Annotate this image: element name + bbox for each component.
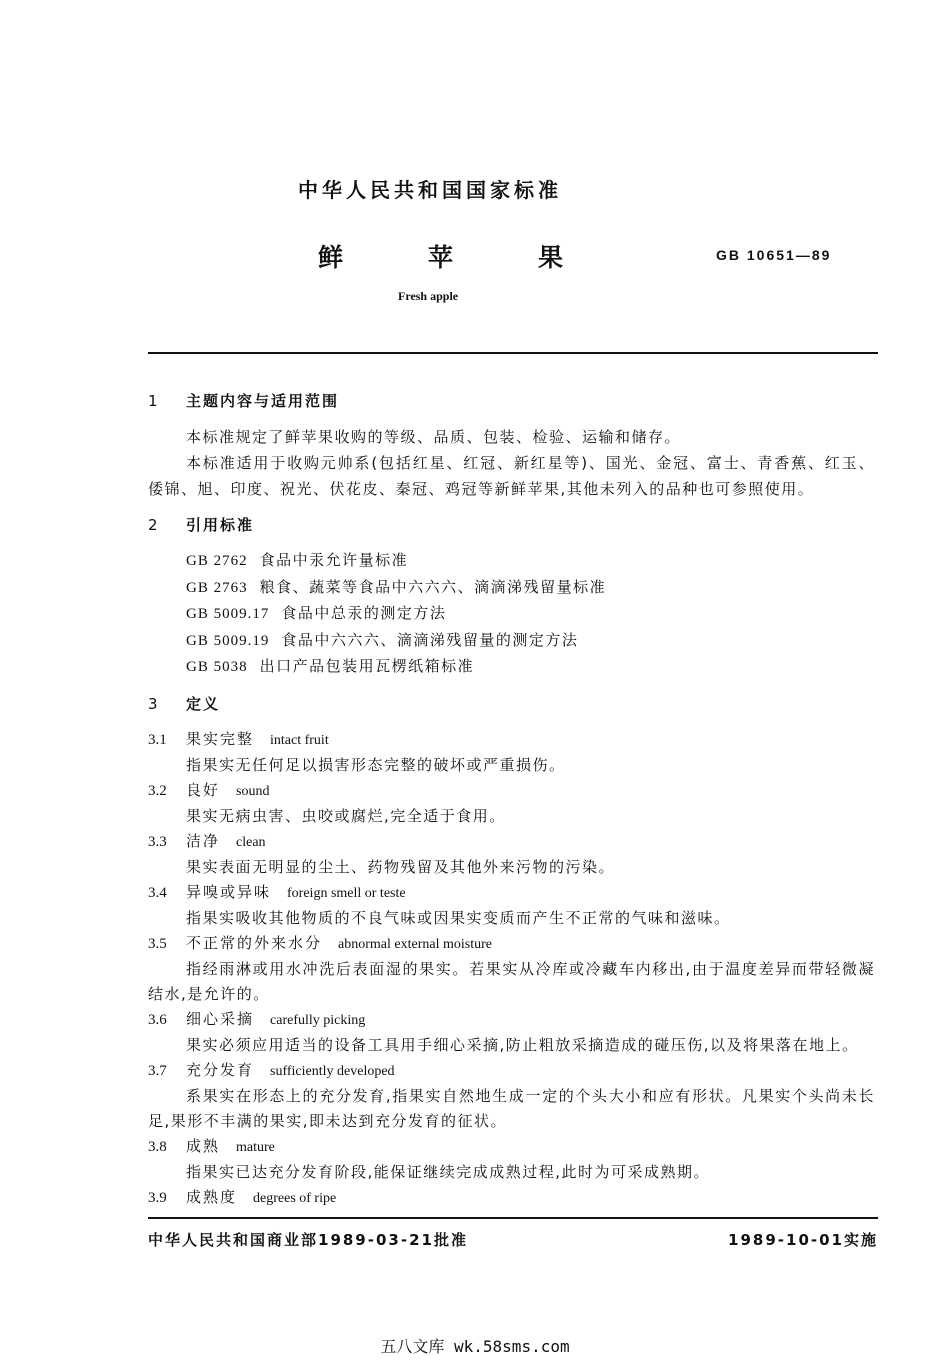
term-heading bbox=[148, 1185, 875, 1211]
document-body bbox=[148, 354, 875, 1211]
term-en: carefully picking bbox=[270, 1012, 366, 1028]
section-heading-1 bbox=[148, 388, 875, 414]
english-title: Fresh apple bbox=[398, 289, 459, 303]
term-en: abnormal external moisture bbox=[338, 936, 492, 952]
term-number: 3.6 bbox=[148, 1011, 167, 1028]
standard-type-heading: 中华人民共和国国家标准 bbox=[298, 178, 562, 202]
reference-title: 食品中六六六、滴滴涕残留量的测定方法 bbox=[281, 630, 579, 649]
reference-title: 食品中汞允许量标准 bbox=[259, 551, 409, 569]
reference-title: 食品中总汞的测定方法 bbox=[281, 604, 447, 622]
paragraph: 本标准规定了鲜苹果收购的等级、品质、包装、检验、运输和储存。 bbox=[186, 428, 682, 446]
term-number: 3.3 bbox=[148, 833, 167, 850]
effective-date: 1989-10-01实施 bbox=[728, 1230, 878, 1249]
reference-code: GB 2763 bbox=[186, 579, 248, 596]
term-heading bbox=[148, 1058, 875, 1084]
standard-number: GB 10651—89 bbox=[716, 247, 832, 263]
section-title: 定义 bbox=[186, 694, 221, 713]
term-zh: 充分发育 bbox=[186, 1060, 255, 1079]
section-title: 主题内容与适用范围 bbox=[186, 392, 340, 410]
term-definition: 指果实已达充分发育阶段,能保证继续完成成熟过程,此时为可采成熟期。 bbox=[186, 1162, 711, 1181]
title-char: 苹 bbox=[428, 243, 454, 272]
reference-item bbox=[186, 548, 875, 575]
term-number: 3.9 bbox=[148, 1189, 167, 1206]
term-en: foreign smell or teste bbox=[287, 885, 406, 901]
footer-divider bbox=[148, 1217, 878, 1219]
term-heading bbox=[148, 880, 875, 906]
term-heading bbox=[148, 778, 875, 804]
term-definition: 指果实无任何足以损害形态完整的破坏或严重损伤。 bbox=[186, 755, 566, 774]
reference-item bbox=[186, 575, 875, 602]
reference-code: GB 5009.17 bbox=[186, 606, 270, 622]
section-number: 3 bbox=[148, 694, 160, 713]
term-definition: 果实无病虫害、虫咬或腐烂,完全适于食用。 bbox=[186, 806, 506, 825]
reference-item bbox=[186, 601, 875, 628]
term-zh: 异嗅或异味 bbox=[186, 882, 272, 901]
term-zh: 不正常的外来水分 bbox=[186, 933, 323, 952]
approval-date: 中华人民共和国商业部1989-03-21批准 bbox=[148, 1230, 468, 1249]
term-number: 3.7 bbox=[148, 1062, 167, 1079]
term-zh: 细心采摘 bbox=[186, 1009, 255, 1028]
reference-code: GB 5038 bbox=[186, 659, 248, 675]
term-number: 3.8 bbox=[148, 1138, 167, 1155]
term-en: mature bbox=[236, 1139, 275, 1155]
term-heading bbox=[148, 1007, 875, 1033]
term-number: 3.1 bbox=[148, 731, 167, 748]
term-number: 3.4 bbox=[148, 884, 167, 901]
reference-code: GB 5009.19 bbox=[186, 632, 270, 649]
document-title bbox=[318, 238, 648, 274]
reference-code: GB 2762 bbox=[186, 553, 248, 569]
reference-title: 粮食、蔬菜等食品中六六六、滴滴涕残留量标准 bbox=[259, 577, 607, 596]
term-zh: 洁净 bbox=[186, 831, 221, 850]
title-char: 果 bbox=[538, 243, 564, 272]
term-en: intact fruit bbox=[270, 732, 329, 748]
term-number: 3.2 bbox=[148, 782, 167, 799]
section-title: 引用标准 bbox=[186, 516, 255, 534]
section-heading-3 bbox=[148, 691, 875, 717]
document-footer bbox=[148, 1229, 878, 1251]
term-heading bbox=[148, 727, 875, 753]
section-heading-2 bbox=[148, 512, 875, 538]
term-heading bbox=[148, 829, 875, 855]
term-definition: 果实表面无明显的尘土、药物残留及其他外来污物的污染。 bbox=[186, 857, 616, 876]
section-number: 1 bbox=[148, 392, 160, 410]
term-zh: 成熟 bbox=[186, 1136, 221, 1155]
document-header bbox=[0, 0, 950, 352]
paragraph: 本标准适用于收购元帅系(包括红星、红冠、新红星等)、国光、金冠、富士、青香蕉、红玉、倭锦、旭、印度、祝光、伏花皮、秦冠、鸡冠等新鲜苹果,其他未列入的品种也可参照使用。 bbox=[148, 454, 875, 498]
term-heading bbox=[148, 931, 875, 957]
reference-title: 出口产品包装用瓦楞纸箱标准 bbox=[259, 657, 475, 675]
term-definition: 果实必须应用适当的设备工具用手细心采摘,防止粗放采摘造成的碰压伤,以及将果落在地上。 bbox=[186, 1035, 859, 1054]
watermark: 五八文库 wk.58sms.com bbox=[380, 1336, 570, 1356]
term-en: clean bbox=[236, 834, 266, 850]
term-en: sufficiently developed bbox=[270, 1063, 395, 1079]
term-en: degrees of ripe bbox=[253, 1190, 337, 1206]
term-number: 3.5 bbox=[148, 935, 167, 952]
term-zh: 果实完整 bbox=[186, 729, 255, 748]
term-zh: 成熟度 bbox=[186, 1187, 238, 1206]
title-char: 鲜 bbox=[318, 243, 344, 272]
section-number: 2 bbox=[148, 516, 160, 534]
term-definition: 系果实在形态上的充分发育,指果实自然地生成一定的个头大小和应有形状。凡果实个头尚未长足,果形不丰满的果实,即未达到充分发育的征状。 bbox=[148, 1086, 875, 1130]
term-definition: 指果实吸收其他物质的不良气味或因果实变质而产生不正常的气味和滋味。 bbox=[186, 908, 731, 927]
reference-item bbox=[186, 654, 875, 681]
term-en: sound bbox=[236, 783, 270, 799]
term-definition: 指经雨淋或用水冲洗后表面湿的果实。若果实从冷库或冷藏车内移出,由于温度差异而带轻微凝结水,是允许的。 bbox=[148, 959, 875, 1003]
term-heading bbox=[148, 1134, 875, 1160]
term-zh: 良好 bbox=[186, 780, 221, 799]
reference-item bbox=[186, 628, 875, 655]
